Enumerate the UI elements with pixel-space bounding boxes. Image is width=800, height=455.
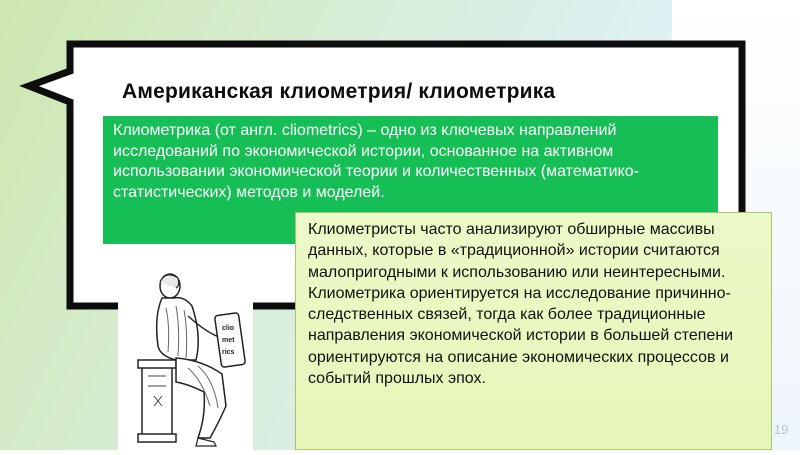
clio-illustration [118, 256, 253, 450]
slide-title: Американская клиометрия/ клиометрика [122, 80, 556, 103]
page-number: 19 [774, 422, 789, 437]
definition-text: Клиометрика (от англ. cliometrics) – одно из ключевых направлений исследований по экономической истории, основанное на активном использовании экономической теории и количественных (математико-статистических) методов и моделей. [113, 122, 639, 201]
scroll-text-3: rics [222, 349, 235, 356]
details-text: Клиометристы часто анализируют обширные массивы данных, которые в «традиционной» истории считаются малопригодными к использованию или неинтересными. Клиометрика ориентируется на исследование причинно-следственных связей, тогда как более традиционные направления экономической истории в большей степени ориентируются на описание экономических процессов и событий прошлых эпох. [308, 221, 734, 388]
clio-muse-icon [118, 256, 253, 450]
scroll-text-2: met [222, 337, 235, 344]
scroll-text-1: clio [222, 325, 235, 332]
details-box [295, 212, 772, 450]
